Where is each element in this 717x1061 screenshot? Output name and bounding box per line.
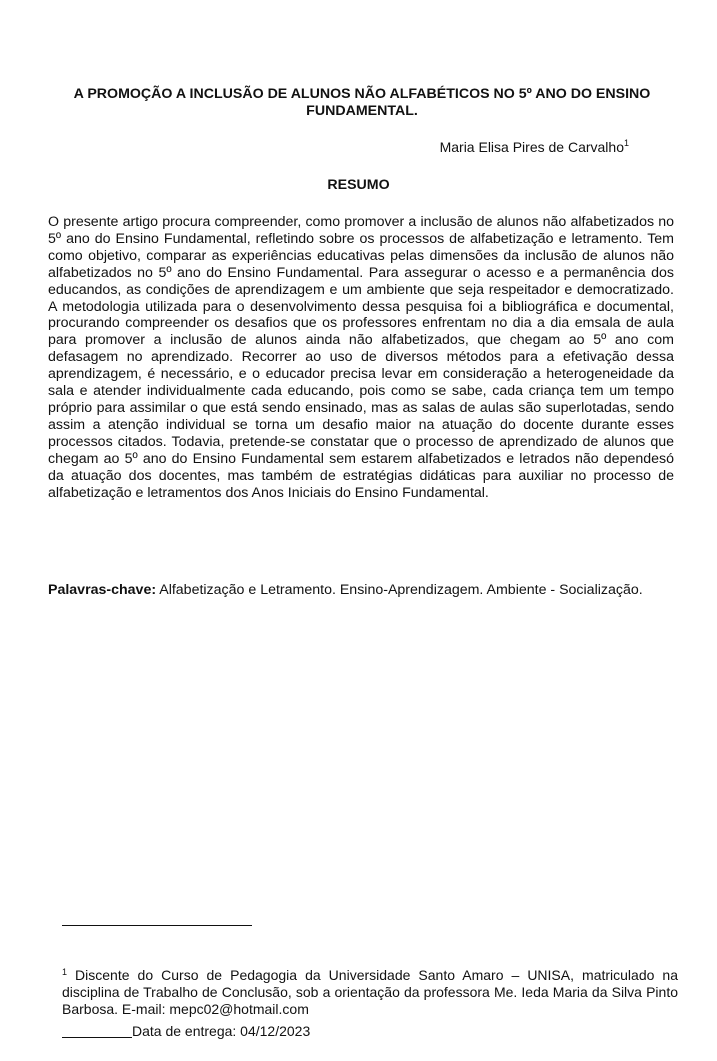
author-name: Maria Elisa Pires de Carvalho: [439, 139, 624, 155]
footnote: [62, 967, 678, 1018]
author-line: [440, 139, 629, 156]
author-footnote-marker: 1: [623, 138, 629, 148]
footnote-text: Discente do Curso de Pedagogia da Universidade Santo Amaro – UNISA, matriculado na disciplina de Trabalho de Conclusão, sob a orientação da professora Me. Ieda Maria da Silva Pinto Barbosa. E-mail: mepc02@hotmail.com: [62, 967, 678, 1017]
delivery-line: [62, 1023, 310, 1040]
abstract-heading: RESUMO: [327, 177, 390, 193]
document-title: A PROMOÇÃO A INCLUSÃO DE ALUNOS NÃO ALFABÉTICOS NO 5º ANO DO ENSINO FUNDAMENTAL.: [73, 86, 651, 119]
keywords-label: Palavras-chave:: [48, 582, 157, 598]
footnote-separator: [62, 925, 252, 926]
delivery-underline: [62, 1024, 132, 1038]
abstract-text: O presente artigo procura compreender, como promover a inclusão de alunos não alfabetizados no 5º ano do Ensino Fundamental, refletindo sobre os processos de alfabetização e letramento. Tem como objetivo, comparar as experiências educativas pelas dimensões da inclusão de alunos não alfabetizados no 5º ano do Ensino Fundamental. Para assegurar o acesso e a permanência dos educandos, as condições de aprendizagem e um ambiente que seja respeitador e democratizado. A metodologia utilizada para o desenvolvimento dessa pesquisa foi a bibliográfica e documental, procurando compreender os desafios que os professores enfrentam no dia a dia emsala de aula para promover a inclusão de alunos ainda não alfabetizados, que chegam ao 5º ano com defasagem no aprendizado. Recorrer ao uso de diversos métodos para a efetivação dessa aprendizagem, é necessário, e o educador precisa levar em consideração a heterogeneidade da sala e atender individualmente cada educando, pois como se sabe, cada criança tem um tempo próprio para assimilar o que está sendo ensinado, mas as salas de aulas são superlotadas, sendo assim a atenção individual se torna um desafio maior na atuação do docente durante esses processos citados. Todavia, pretende-se constatar que o processo de aprendizado de alunos que chegam ao 5º ano do Ensino Fundamental sem estarem alfabetizados e letrados não dependesó da atuação dos docentes, mas também de estratégias didáticas para auxiliar no processo de alfabetização e letramentos dos Anos Iniciais do Ensino Fundamental.: [48, 214, 674, 501]
keywords-text: Alfabetização e Letramento. Ensino-Aprendizagem. Ambiente - Socialização.: [159, 582, 643, 598]
keywords-paragraph: [48, 582, 674, 599]
delivery-date: Data de entrega: 04/12/2023: [132, 1023, 311, 1039]
footnote-marker: 1: [62, 967, 68, 977]
